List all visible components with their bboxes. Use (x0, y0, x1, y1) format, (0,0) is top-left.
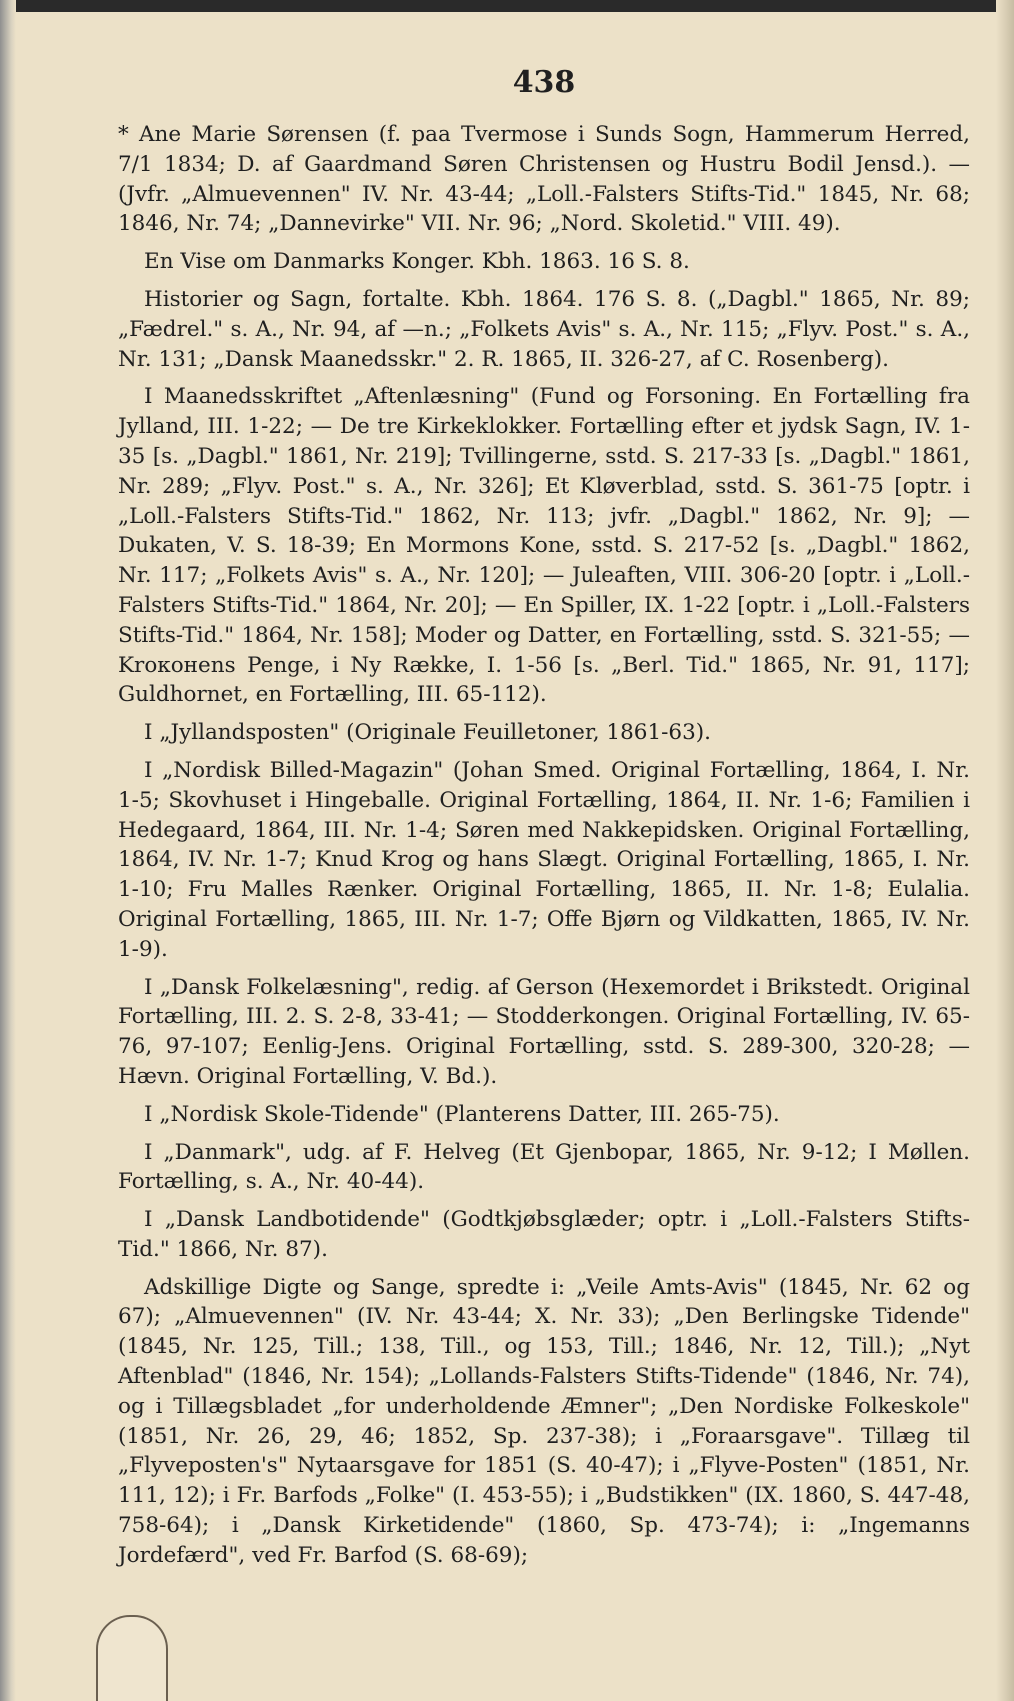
book-spine-shadow (0, 0, 16, 1701)
entry-paragraph: * Ane Marie Sørensen (f. paa Tvermose i Sunds Sogn, Hammerum Herred, 7/1 1834; D. af Gaardmand Søren Christensen og Hustru Bodil Jensd.). — (Jvfr. „Almuevennen" IV. Nr. 43-44; „Loll.-Falsters Stifts-Tid." 1845, Nr. 68; 1846, Nr. 74; „Dannevirke" VII. Nr. 96; „Nord. Skoletid." VIII. 49). (118, 122, 970, 237)
entry-paragraph: I „Jyllandsposten" (Originale Feuilletoner, 1861-63). (144, 720, 711, 746)
page-corner-tab (96, 1615, 168, 1701)
scan-top-border (0, 0, 1014, 12)
page-edge (996, 0, 1014, 1701)
entry-paragraph: Adskillige Digte og Sange, spredte i: „Veile Amts-Avis" (1845, Nr. 62 og 67); „Almuevennen" (IV. Nr. 43-44; X. Nr. 33); „Den Berlingske Tidende" (1845, Nr. 125, Till.; 138, Till., og 153, Till.; 1846, Nr. 12, Till.); „Nyt Aftenblad" (1846, Nr. 154); „Lollands-Falsters Stifts-Tidende" (1846, Nr. 74), og i Tillægsbladet „for underholdende Æmner"; „Den Nordiske Folkeskole" (1851, Nr. 26, 29, 46; 1852, Sp. 237-38); i „Foraarsgave". Tillæg til „Flyveposten's" Nytaarsgave for 1851 (S. 40-47); i „Flyve-Posten" (1851, Nr. 111, 12); i Fr. Barfods „Folke" (I. 453-55); i „Budstikken" (IX. 1860, S. 447-48, 758-64); i „Dansk Kirketidende" (1860, Sp. 473-74); i: „Ingemanns Jordefærd", ved Fr. Barfod (S. 68-69); (118, 1274, 970, 1568)
entry-paragraph: I „Nordisk Skole-Tidende" (Planterens Datter, III. 265-75). (144, 1101, 780, 1127)
entry-paragraph: I Maanedsskriftet „Aftenlæsning" (Fund og Forsoning. En Fortælling fra Jylland, III. 1-22; — De tre Kirkeklokker. Fortælling efter et jydsk Sagn, IV. 1-35 [s. „Dagbl." 1861, Nr. 219]; Tvillingerne, sstd. S. 217-33 [s. „Dagbl." 1861, Nr. 289; „Flyv. Post." s. A., Nr. 326]; Et Kløverblad, sstd. S. 361-75 [optr. i „Loll.-Falsters Stifts-Tid." 1862, Nr. 113; jvfr. „Dagbl." 1862, Nr. 9]; — Dukaten, V. S. 18-39; En Mormons Kone, sstd. S. 217-52 [s. „Dagbl." 1862, Nr. 117; „Folkets Avis" s. A., Nr. 120]; — Juleaften, VIII. 306-20 [optr. i „Loll.-Falsters Stifts-Tid." 1864, Nr. 20]; — En Spiller, IX. 1-22 [optr. i „Loll.-Falsters Stifts-Tid." 1864, Nr. 158]; Moder og Datter, en Fortælling, sstd. S. 321-55; — Kroконens Penge, i Ny Række, I. 1-56 [s. „Berl. Tid." 1865, Nr. 91, 117]; Guldhornet, en Fortælling, III. 65-112). (118, 384, 970, 708)
entry-paragraph: I „Dansk Folkelæsning", redig. af Gerson (Hexemordet i Brikstedt. Original Fortælling, III. 2. S. 2-8, 33-41; — Stodderkongen. Original Fortælling, IV. 65-76, 97-107; Eenlig-Jens. Original Fortælling, sstd. S. 289-300, 320-28; — Hævn. Original Fortælling, V. Bd.). (118, 974, 970, 1089)
entry-paragraph: I „Dansk Landbotidende" (Godtkjøbsglæder; optr. i „Loll.-Falsters Stifts-Tid." 1866, Nr. 87). (118, 1207, 970, 1262)
entry-paragraph: I „Danmark", udg. af F. Helveg (Et Gjenbopar, 1865, Nr. 9-12; I Møllen. Fortælling, s. A., Nr. 40-44). (118, 1139, 970, 1195)
page-content (118, 66, 970, 1579)
entry-paragraph: I „Nordisk Billed-Magazin" (Johan Smed. Original Fortælling, 1864, I. Nr. 1-5; Skovhuset i Hingeballe. Original Fortælling, 1864, II. Nr. 1-6; Familien i Hedegaard, 1864, III. Nr. 1-4; Søren med Nakkepidsken. Original Fortælling, 1864, IV. Nr. 1-7; Knud Krog og hans Slægt. Original Fortælling, 1865, I. Nr. 1-10; Fru Malles Rænker. Original Fortælling, 1865, II. Nr. 1-8; Eulalia. Original Fortælling, 1865, III. Nr. 1-7; Offe Bjørn og Vildkatten, 1865, IV. Nr. 1-9). (118, 757, 970, 962)
page-number: 438 (512, 65, 576, 100)
entry-paragraph: Historier og Sagn, fortalte. Kbh. 1864. 176 S. 8. („Dagbl." 1865, Nr. 89; „Fædrel." s. A., Nr. 94, af —n.; „Folkets Avis" s. A., Nr. 115; „Flyv. Post." s. A., Nr. 131; „Dansk Maanedsskr." 2. R. 1865, II. 326-27, af C. Rosenberg). (118, 286, 970, 372)
entry-paragraph: En Vise om Danmarks Konger. Kbh. 1863. 16 S. 8. (144, 249, 690, 275)
